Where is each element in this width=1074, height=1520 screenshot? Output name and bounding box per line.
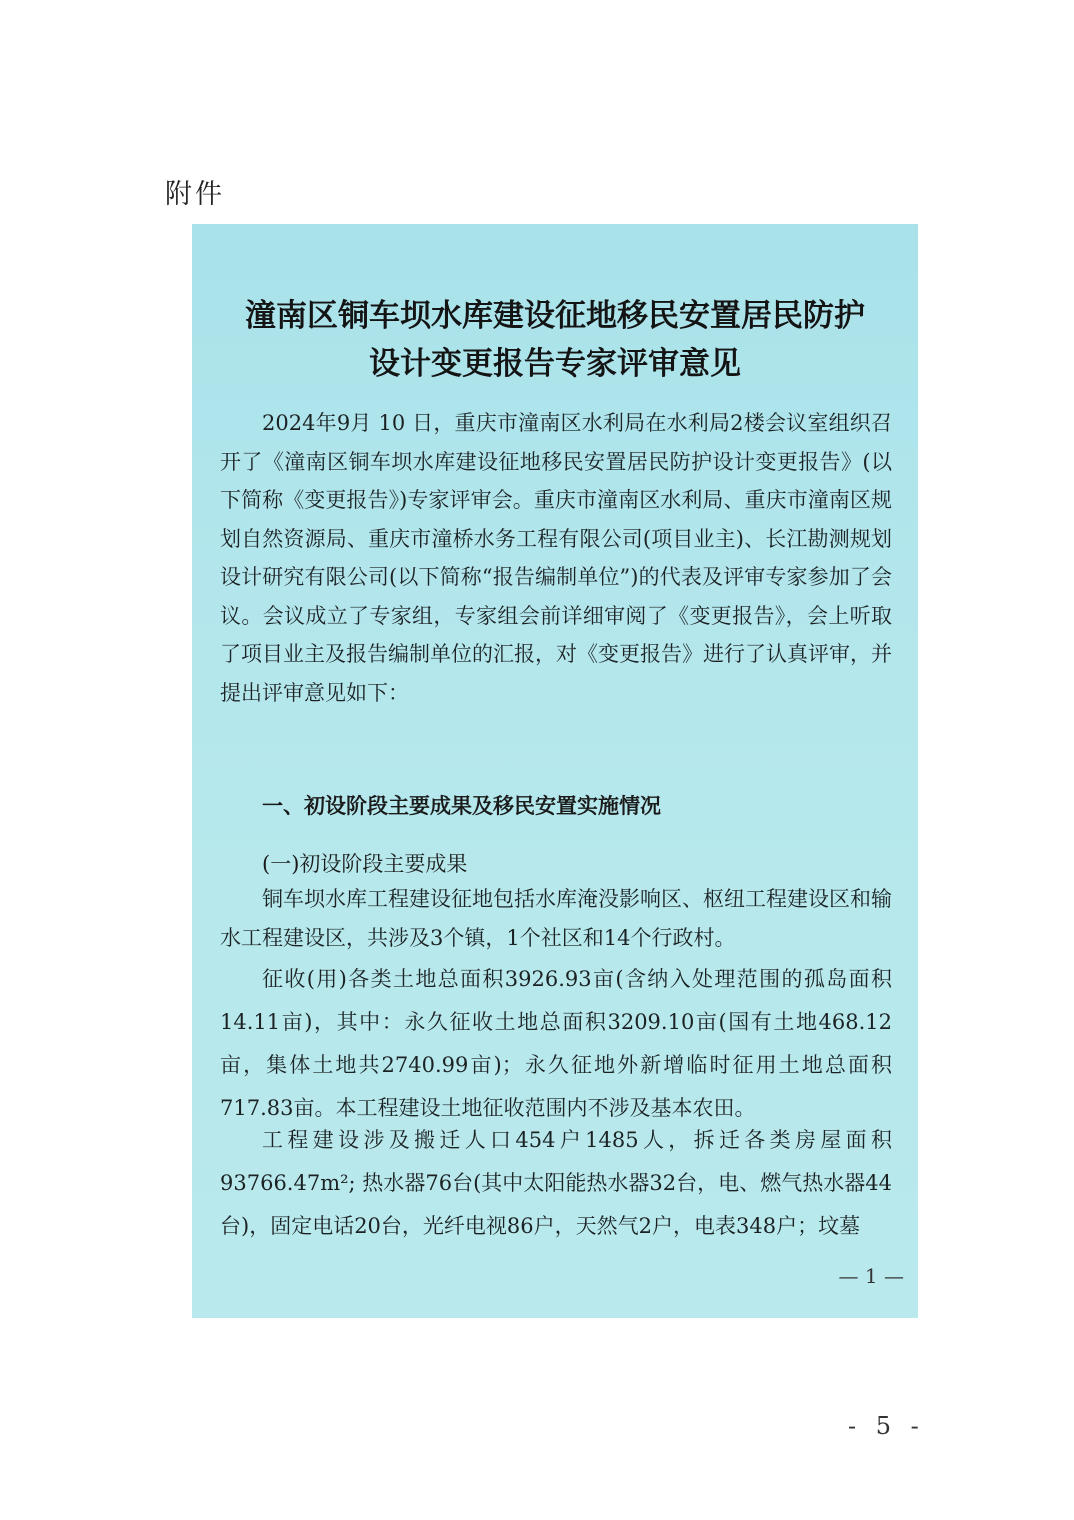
paragraph-population: 工程建设涉及搬迁人口454户1485人，拆迁各类房屋面积93766.47m²; 热水器76台(其中太阳能热水器32台，电、燃气热水器44台)，固定电话20台，光纤电视86户，天然气2户，电表348户；坟墓 <box>220 1128 892 1238</box>
paragraph-scope: 铜车坝水库工程建设征地包括水库淹没影响区、枢纽工程建设区和输水工程建设区，共涉及3个镇，1个社区和14个行政村。 <box>220 887 892 950</box>
document-title-line2: 设计变更报告专家评审意见 <box>369 346 741 382</box>
scanned-document-page <box>192 224 918 1318</box>
document-title-line1: 潼南区铜车坝水库建设征地移民安置居民防护 <box>245 298 865 334</box>
subsection1-heading: (一)初设阶段主要成果 <box>262 852 468 876</box>
section1-heading: 一、初设阶段主要成果及移民安置实施情况 <box>262 794 661 818</box>
outer-page-number: - 5 - <box>848 1412 925 1440</box>
paragraph-land: 征收(用)各类土地总面积3926.93亩(含纳入处理范围的孤岛面积14.11亩)，其中：永久征收土地总面积3209.10亩(国有土地468.12亩，集体土地共2740.99亩)；永久征地外新增临时征用土地总面积717.83亩。本工程建设土地征收范围内不涉及基本农田。 <box>220 967 892 1120</box>
intro-paragraph: 2024年9月 10 日，重庆市潼南区水利局在水利局2楼会议室组织召开了《潼南区铜车坝水库建设征地移民安置居民防护设计变更报告》(以下简称《变更报告》)专家评审会。重庆市潼南区水利局、重庆市潼南区规划自然资源局、重庆市潼桥水务工程有限公司(项目业主)、长江勘测规划设计研究有限公司(以下简称“报告编制单位”)的代表及评审专家参加了会议。会议成立了专家组，专家组会前详细审阅了《变更报告》，会上听取了项目业主及报告编制单位的汇报，对《变更报告》进行了认真评审，并提出评审意见如下： <box>220 411 892 705</box>
inner-page-number: — 1 — <box>838 1264 904 1288</box>
attachment-label: 附件 <box>165 179 225 210</box>
